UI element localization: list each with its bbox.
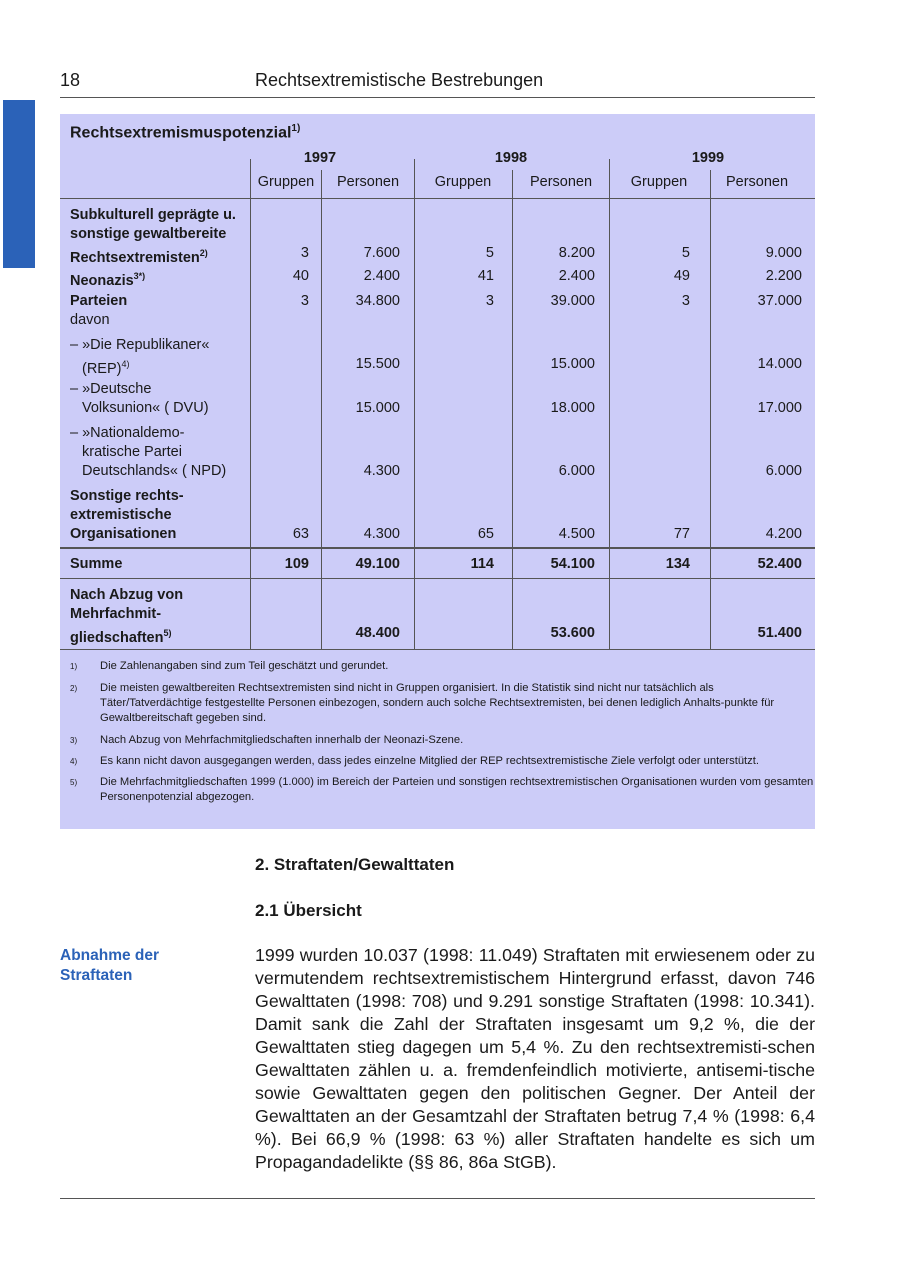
table-cell: 2.200: [765, 268, 802, 284]
row-label-line: kratische Partei: [82, 444, 182, 460]
table-cell: 40: [292, 268, 309, 284]
potential-table: [60, 114, 815, 829]
row-label-line: Volksunion« ( DVU): [82, 400, 209, 416]
column-header: Gruppen: [630, 174, 688, 190]
table-cell: 14.000: [757, 356, 802, 372]
footnote: [70, 681, 810, 731]
sum-cell: 49.100: [355, 556, 400, 572]
column-divider: [321, 170, 322, 199]
row-label-line: (REP)$^{4)}$: [82, 359, 130, 377]
table-cell: 4.300: [363, 526, 400, 542]
table-cell: 49: [673, 268, 690, 284]
table-cell: 9.000: [765, 245, 802, 261]
footnote-text: Es kann nicht davon ausgegangen werden, dass jedes einzelne Mitglied der REP rechtsextremistische Ziele verfolgt oder unterstützt.: [100, 755, 759, 767]
net-cell: 53.600: [550, 625, 595, 641]
row-label-line: Deutschlands« ( NPD): [82, 463, 227, 479]
sum-bottom-rule: [60, 578, 815, 579]
footnote: [70, 775, 814, 825]
table-cell: 15.500: [355, 356, 400, 372]
bottom-rule: [60, 1198, 815, 1199]
footnote-reference: 2): [199, 248, 208, 258]
sum-cell: 109: [284, 556, 309, 572]
table-bottom-rule: [60, 649, 815, 650]
column-header: Gruppen: [257, 174, 315, 190]
sum-cell: 54.100: [550, 556, 595, 572]
table-cell: 37.000: [757, 293, 802, 309]
row-label-line: Rechtsextremisten$^{2)}$: [70, 248, 208, 266]
row-label: [70, 311, 250, 330]
sum-cell: 52.400: [757, 556, 802, 572]
row-label-line: extremistische: [70, 507, 172, 523]
footnote-text: Die Mehrfachmitgliedschaften 1999 (1.000) im Bereich der Parteien und sonstigen rechtsextremistischen Organisationen wurden vom gesamten Personenpotenzial abgezogen.: [100, 776, 814, 803]
page-number: 18: [60, 70, 81, 90]
row-label-line: Mehrfachmit-: [70, 606, 162, 622]
column-divider: [250, 159, 251, 199]
table-cell: 2.400: [558, 268, 595, 284]
footnote-mark: 3): [70, 736, 78, 745]
header-bottom-rule: [60, 198, 815, 199]
table-title: Rechtsextremismuspotenzial$^{1)}$: [70, 123, 301, 142]
sum-cell: 134: [665, 556, 690, 572]
table-cell: 15.000: [550, 356, 595, 372]
year-header: 1999: [691, 150, 725, 166]
table-cell: 4.300: [363, 463, 400, 479]
row-label-line: – »Nationaldemo-: [70, 425, 185, 441]
row-label-line: – »Die Republikaner«: [70, 337, 210, 353]
column-divider: [710, 170, 711, 199]
footnote-reference: 4): [121, 359, 130, 369]
year-header: 1997: [303, 150, 337, 166]
table-cell: 3: [300, 245, 309, 261]
column-header: Personen: [336, 174, 400, 190]
net-cell: 48.400: [355, 625, 400, 641]
table-cell: 39.000: [550, 293, 595, 309]
table-cell: 8.200: [558, 245, 595, 261]
column-header: Personen: [725, 174, 789, 190]
footnote-mark: 1): [70, 662, 78, 671]
side-tab-marker: [3, 100, 35, 268]
table-cell: 4.500: [558, 526, 595, 542]
column-divider: [512, 170, 513, 199]
running-title: Rechtsextremistische Bestrebungen: [255, 70, 544, 90]
column-header: Gruppen: [434, 174, 492, 190]
row-label-line: sonstige gewaltbereite: [70, 226, 227, 242]
table-cell: 77: [673, 526, 690, 542]
table-cell: 41: [477, 268, 494, 284]
footnote-reference: 3*): [133, 271, 146, 281]
row-label-line: Sonstige rechts-: [70, 488, 184, 504]
table-cell: 7.600: [363, 245, 400, 261]
column-divider: [710, 199, 711, 649]
footnote-mark: 2): [70, 684, 78, 693]
column-divider: [609, 159, 610, 199]
row-label-line: davon: [70, 312, 110, 328]
column-header: Personen: [529, 174, 593, 190]
section-heading: 2. Straftaten/Gewalttaten: [255, 855, 455, 874]
row-label-line: Subkulturell geprägte u.: [70, 207, 236, 223]
table-cell: 3: [485, 293, 494, 309]
row-label-line: – »Deutsche: [70, 381, 152, 397]
row-label-line: Nach Abzug von: [70, 587, 184, 603]
row-label: [70, 424, 250, 481]
footnote-mark: 4): [70, 757, 78, 766]
table-cell: 3: [300, 293, 309, 309]
row-label: [70, 380, 250, 418]
row-label-line: Neonazis$^{3*)}$: [70, 271, 146, 289]
margin-note: Abnahme der Straftaten: [60, 947, 160, 984]
row-label-line: Organisationen: [70, 526, 177, 542]
table-cell: 15.000: [355, 400, 400, 416]
net-label: [70, 586, 250, 648]
table-cell: 34.800: [355, 293, 400, 309]
table-cell: 4.200: [765, 526, 802, 542]
footnote-text: Die meisten gewaltbereiten Rechtsextremisten sind nicht in Gruppen organisiert. In die Statistik sind nicht nur tatsächlich als Täter/Tatverdächtige festgestellte Personen einbezogen, sondern auch solche Rechtsextremisten, bei denen lediglich Anhalts-punkte für Gewaltbereitschaft gegeben sind.: [100, 682, 775, 724]
sum-top-rule: [60, 547, 815, 549]
year-header: 1998: [494, 150, 528, 166]
row-label: [70, 336, 250, 379]
table-cell: 3: [681, 293, 690, 309]
footnote-mark: 5): [70, 778, 78, 787]
table-cell: 6.000: [765, 463, 802, 479]
footnote-text: Nach Abzug von Mehrfachmitgliedschaften innerhalb der Neonazi-Szene.: [100, 734, 464, 746]
table-cell: 6.000: [558, 463, 595, 479]
table-cell: 2.400: [363, 268, 400, 284]
table-cell: 63: [292, 526, 309, 542]
table-cell: 18.000: [550, 400, 595, 416]
table-cell: 5: [681, 245, 690, 261]
sum-cell: 114: [470, 556, 494, 572]
sum-label: Summe: [70, 556, 123, 572]
row-label-line: Parteien: [70, 293, 128, 309]
net-cell: 51.400: [757, 625, 802, 641]
column-divider: [414, 159, 415, 199]
table-cell: 5: [485, 245, 494, 261]
body-paragraph: 1999 wurden 10.037 (1998: 11.049) Straftaten mit erwiesenem oder zu vermutendem rechtsextremistischem Hintergrund erfasst, davon 746 Gewalttaten (1998: 708) und 9.291 sonstige Straftaten (1998: 10.341). Damit sank die Zahl der Straftaten insgesamt um 9,2 %, die der Gewalttaten stieg dagegen um 5,4 %. Zu den rechtsextremisti-schen Gewalttaten zählen u. a. fremdenfeindlich motivierte, antisemi-tische sowie Gewalttaten gegen den politischen Gegner. Der Anteil der Gewalttaten an der Gesamtzahl der Straftaten betrug 7,4 % (1998: 6,4 %). Bei 66,9 % (1998: 63 %) aller Straftaten handelte es sich um Propagandadelikte (§§ 86, 86a StGB).: [255, 945, 815, 1172]
footnote-reference: 5): [163, 628, 172, 638]
header-rule: [60, 97, 815, 98]
table-cell: 17.000: [757, 400, 802, 416]
footnote-text: Die Zahlenangaben sind zum Teil geschätzt und gerundet.: [100, 660, 389, 672]
subsection-heading: 2.1 Übersicht: [255, 901, 362, 920]
table-cell: 65: [477, 526, 494, 542]
row-label-line: gliedschaften$^{5)}$: [70, 628, 172, 646]
